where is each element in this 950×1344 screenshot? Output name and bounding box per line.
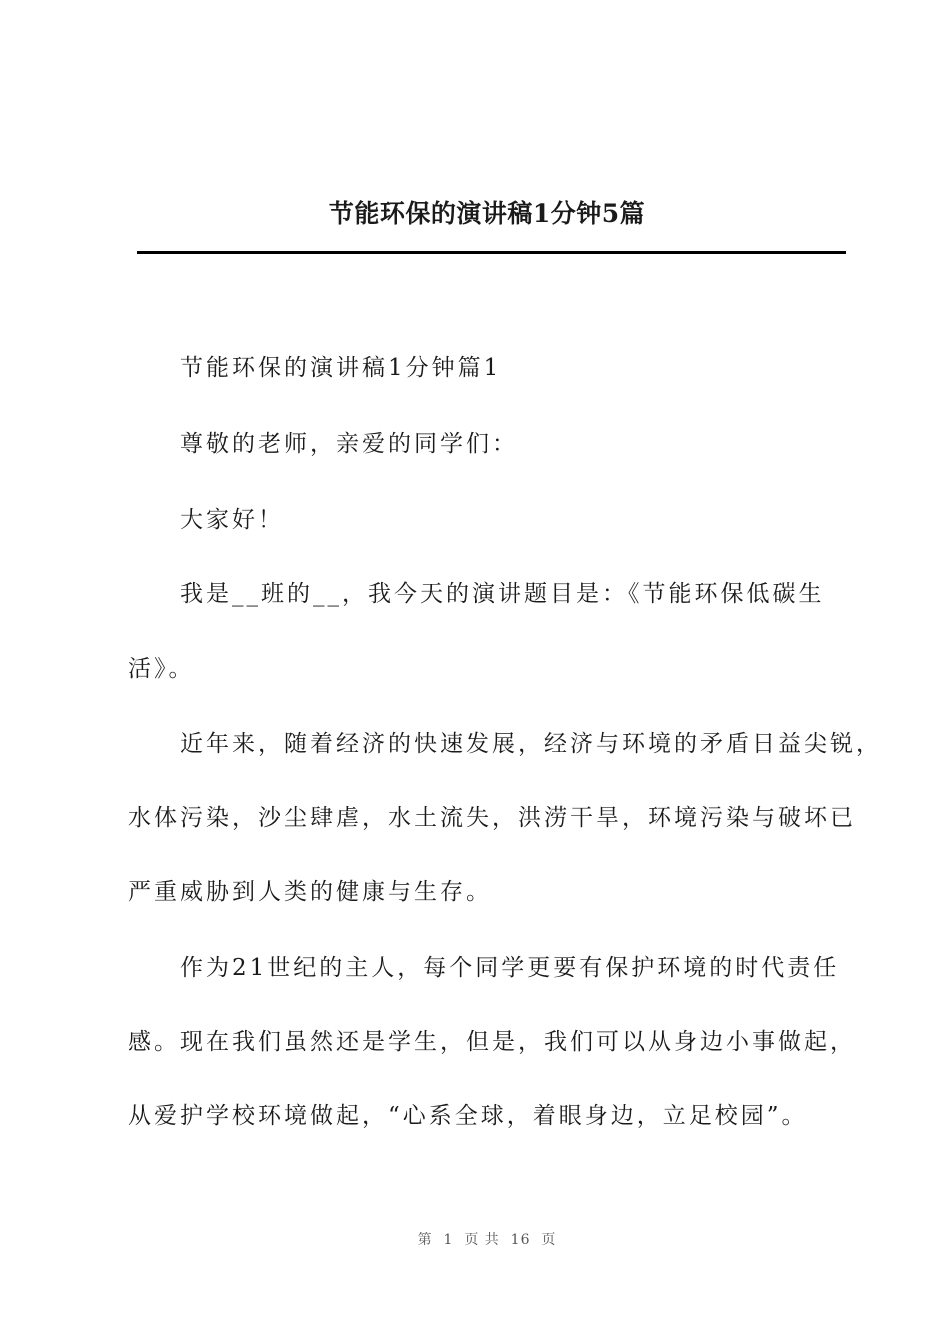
paragraph-line: 尊敬的老师，亲爱的同学们：	[180, 431, 518, 457]
paragraph-line: 我是__班的__，我今天的演讲题目是：《节能环保低碳生	[180, 581, 825, 607]
paragraph-line: 近年来，随着经济的快速发展，经济与环境的矛盾日益尖锐，	[180, 731, 882, 757]
paragraph-line: 作为21世纪的主人，每个同学更要有保护环境的时代责任	[180, 955, 840, 981]
section-heading: 节能环保的演讲稿1分钟篇1	[180, 355, 502, 381]
paragraph-line: 严重威胁到人类的健康与生存。	[128, 879, 492, 905]
paragraph-line: 活》。	[128, 656, 195, 682]
paragraph-line: 从爱护学校环境做起，“心系全球，着眼身边，立足校园”。	[128, 1103, 808, 1129]
paragraph-line: 水体污染，沙尘肆虐，水土流失，洪涝干旱，环境污染与破坏已	[128, 805, 856, 831]
paragraph-line: 大家好！	[180, 507, 284, 533]
document-title: 节能环保的演讲稿1分钟5篇	[328, 199, 646, 228]
title-underline	[137, 251, 846, 254]
paragraph-line: 感。现在我们虽然还是学生，但是，我们可以从身边小事做起，	[128, 1029, 856, 1055]
page-number-footer: 第 1 页 共 16 页	[417, 1232, 557, 1248]
